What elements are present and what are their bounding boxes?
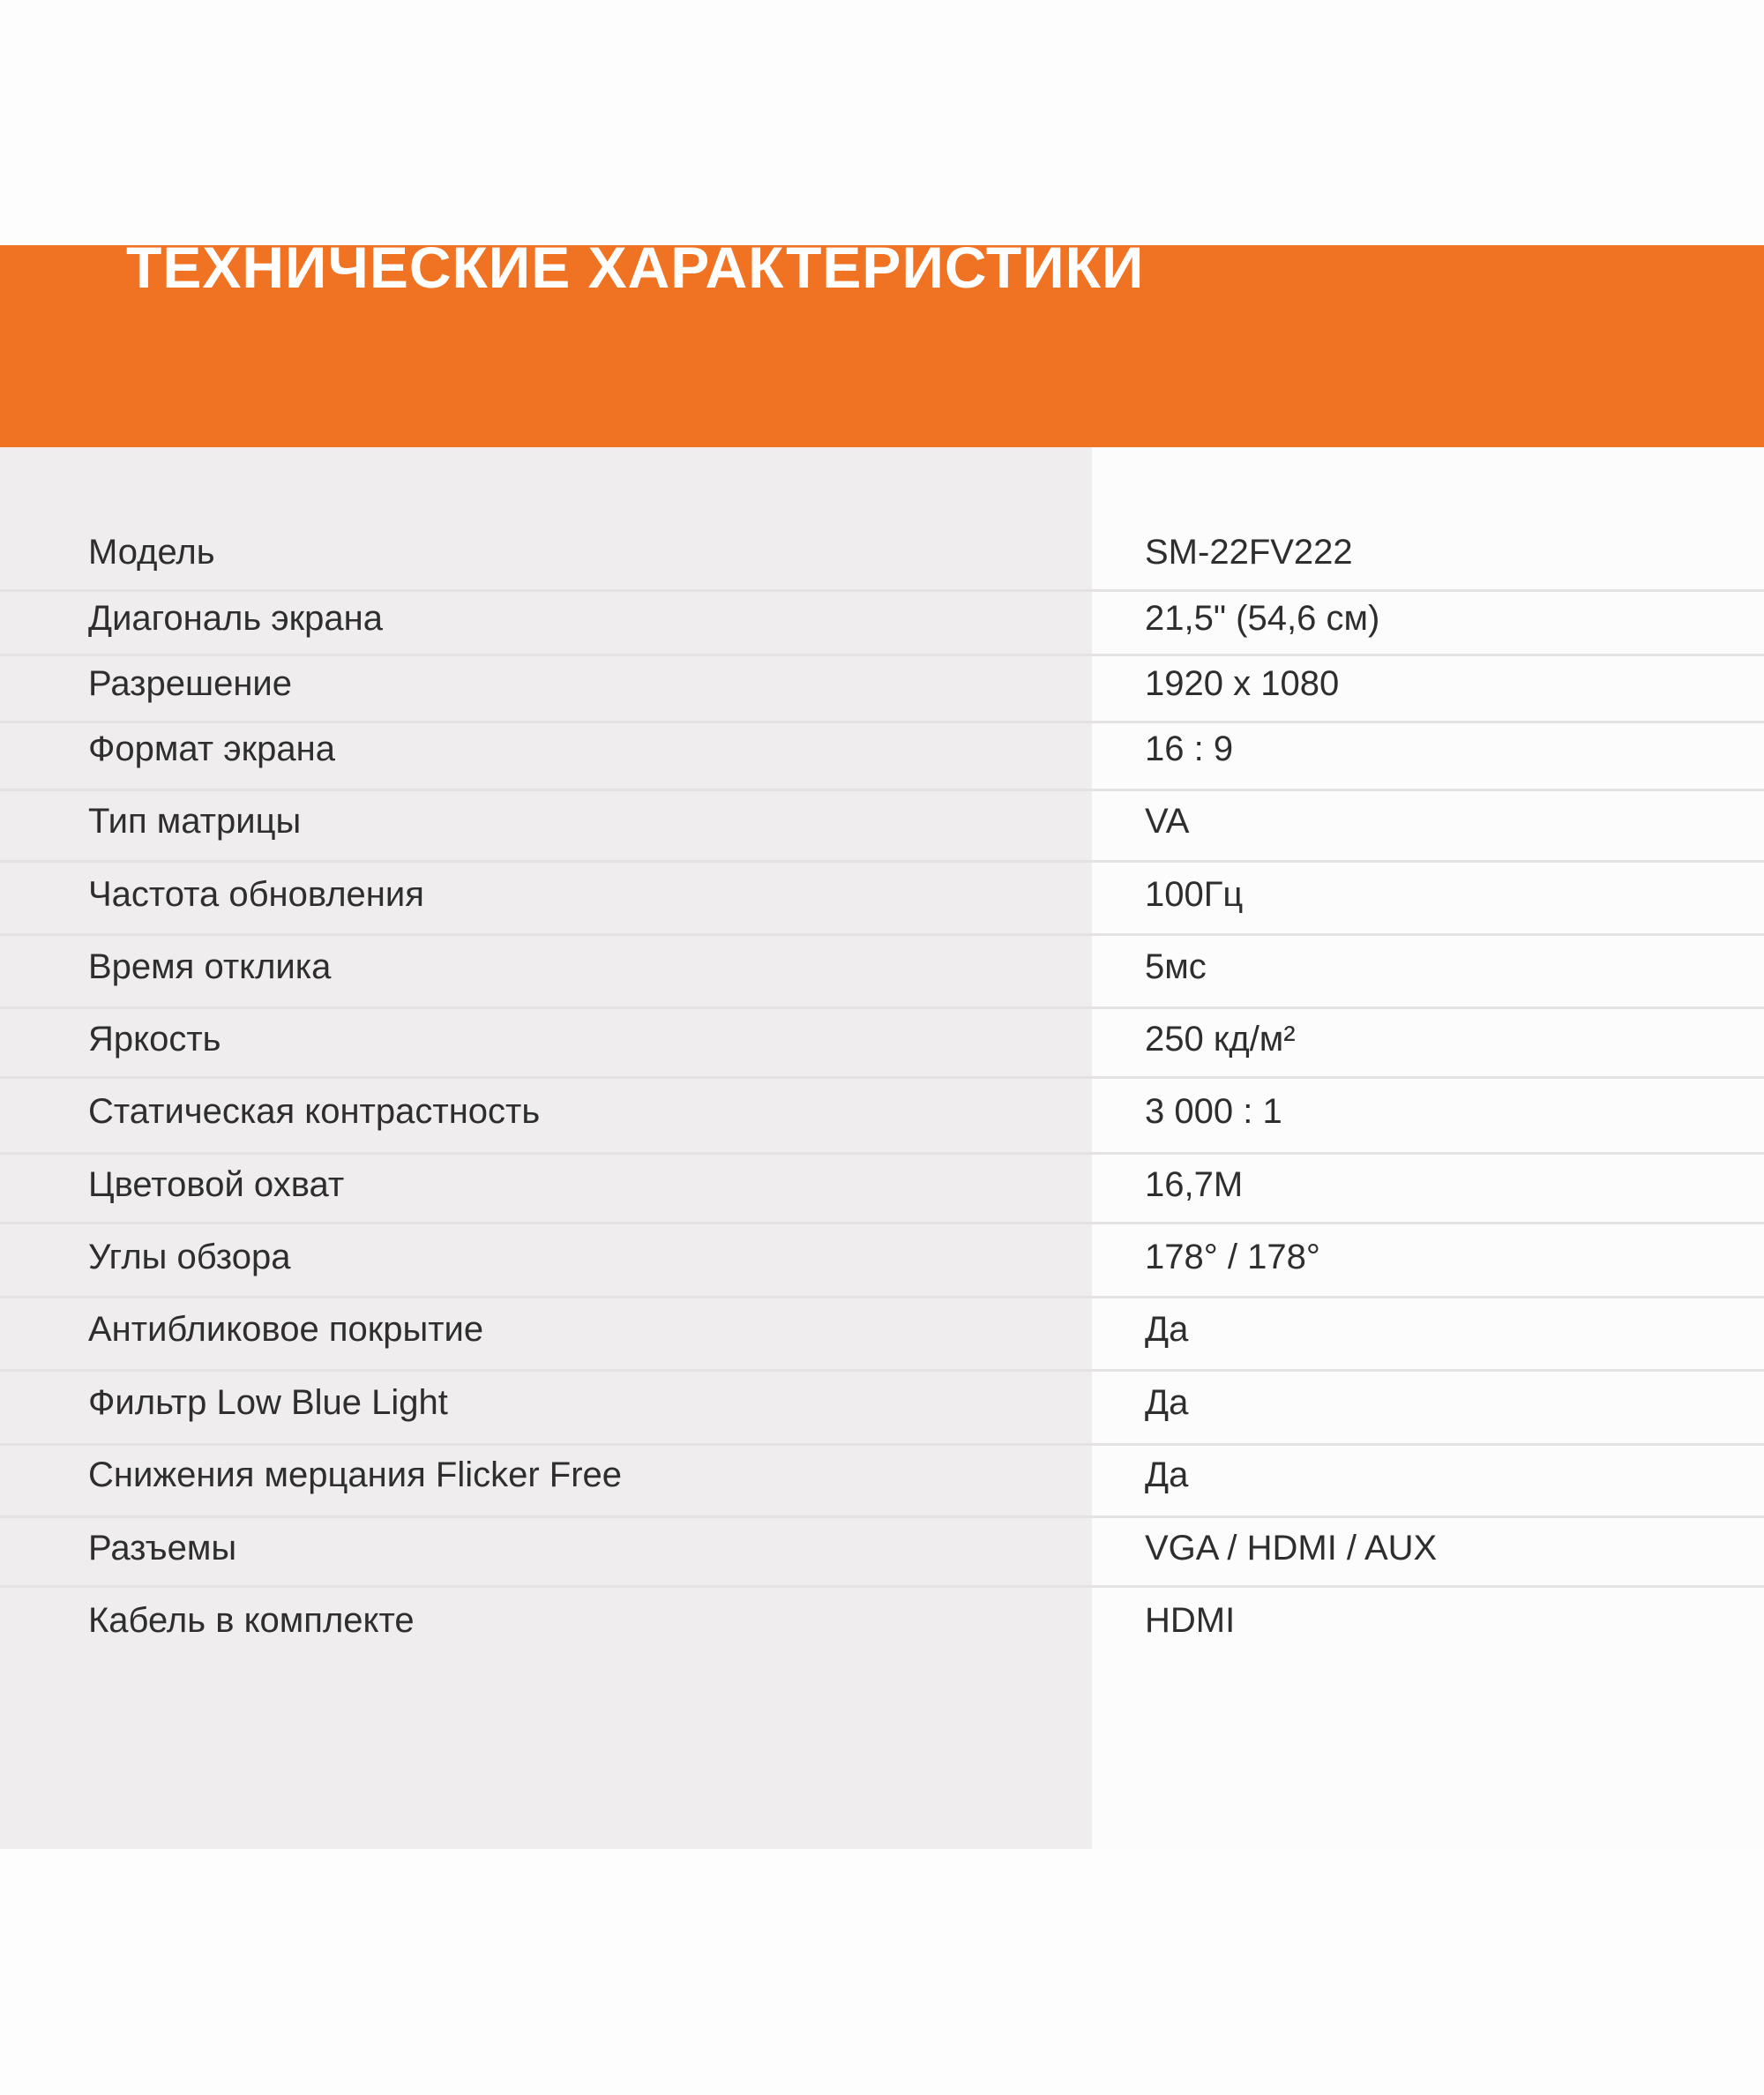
spec-value: 3 000 : 1 [1145,1092,1282,1131]
spec-label: Антибликовое покрытие [88,1310,484,1349]
spec-value: Да [1145,1310,1189,1349]
spec-label: Тип матрицы [88,802,302,841]
spec-label: Диагональ экрана [88,599,384,638]
spec-label: Снижения мерцания Flicker Free [88,1455,623,1494]
spec-table [0,447,1764,1849]
spec-label: Цветовой охват [88,1165,345,1204]
spec-value: 250 кд/м² [1145,1020,1296,1059]
row-divider [0,1006,1764,1009]
spec-label: Кабель в комплекте [88,1601,415,1640]
row-divider [0,721,1764,723]
row-divider [0,1222,1764,1224]
spec-value: 178° / 178° [1145,1238,1320,1276]
spec-label: Углы обзора [88,1238,291,1276]
row-divider [0,1515,1764,1518]
spec-label: Формат экрана [88,730,335,768]
row-divider [0,1152,1764,1155]
spec-value: Да [1145,1383,1189,1422]
spec-value: 5мс [1145,947,1207,986]
spec-value: HDMI [1145,1601,1236,1640]
row-divider [0,1076,1764,1079]
spec-value: Да [1145,1455,1189,1494]
spec-label: Яркость [88,1020,221,1059]
row-divider [0,860,1764,863]
row-divider [0,1585,1764,1588]
spec-value: 16 : 9 [1145,730,1234,768]
spec-value: SM-22FV222 [1145,533,1353,572]
row-divider [0,789,1764,791]
row-divider [0,654,1764,656]
spec-value: VGA / HDMI / AUX [1145,1529,1438,1568]
row-divider [0,933,1764,936]
spec-value: 16,7M [1145,1165,1244,1204]
spec-label: Статическая контрастность [88,1092,541,1131]
spec-label: Разрешение [88,664,292,703]
spec-label: Частота обновления [88,875,424,914]
spec-label: Фильтр Low Blue Light [88,1383,448,1422]
page-title: ТЕХНИЧЕСКИЕ ХАРАКТЕРИСТИКИ [126,235,1145,300]
spec-label: Разъемы [88,1529,237,1568]
row-divider [0,1369,1764,1372]
row-divider [0,1443,1764,1446]
spec-value: 1920 x 1080 [1145,664,1340,703]
spec-value: VA [1145,802,1190,841]
spec-value: 100Гц [1145,875,1244,914]
spec-label: Модель [88,533,215,572]
spec-value: 21,5" (54,6 см) [1145,599,1380,638]
spec-label: Время отклика [88,947,332,986]
row-divider [0,589,1764,592]
row-divider [0,1296,1764,1298]
